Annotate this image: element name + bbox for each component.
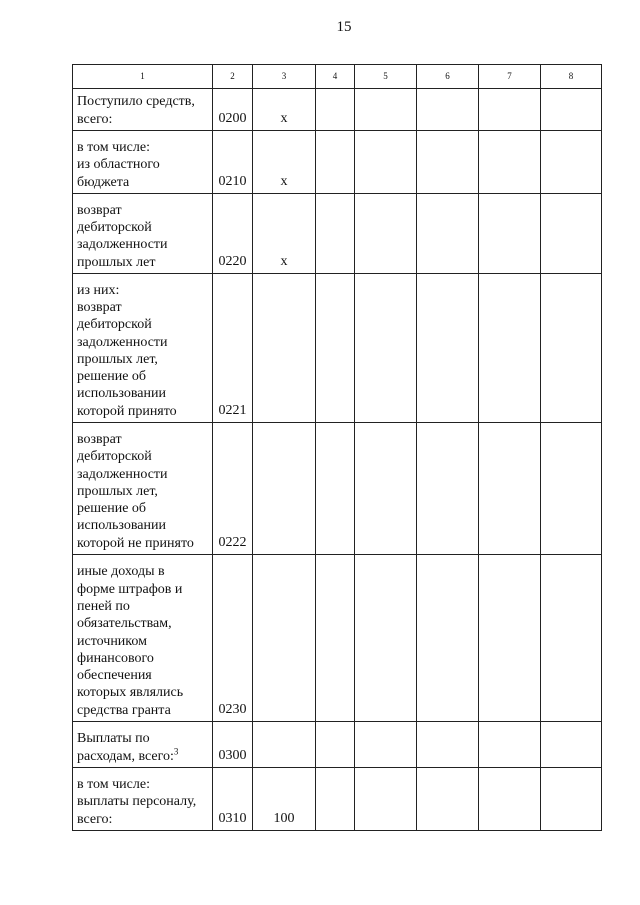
empty-cell (355, 722, 417, 768)
row-label-line: всего: (77, 111, 113, 127)
row-label-line: пеней по (77, 598, 130, 614)
row-label-line: задолженности (77, 237, 168, 253)
row-code: 0230 (213, 555, 253, 722)
row-label-line: которой не принято (77, 535, 194, 551)
row-label-line: возврат (77, 299, 122, 315)
row-code: 0220 (213, 194, 253, 274)
row-label-line: решение об (77, 369, 147, 385)
empty-cell (417, 423, 479, 555)
empty-cell (541, 722, 602, 768)
row-label-line: решение об (77, 501, 147, 517)
row-label-line: прошлых лет, (77, 351, 158, 367)
empty-cell (479, 131, 541, 194)
row-label-line: возврат (77, 431, 122, 447)
empty-cell (316, 89, 355, 131)
empty-cell (417, 555, 479, 722)
footnote-marker: 3 (173, 746, 179, 757)
column-header: 4 (316, 65, 355, 89)
empty-cell (541, 131, 602, 194)
column-header: 5 (355, 65, 417, 89)
column-header: 6 (417, 65, 479, 89)
row-col3-value (253, 555, 316, 722)
empty-cell (541, 423, 602, 555)
row-label (73, 89, 213, 131)
row-label-line: дебиторской (77, 449, 152, 465)
table-row (73, 555, 602, 722)
empty-cell (355, 555, 417, 722)
row-label-line: обязательствам, (77, 616, 172, 632)
row-label-line: расходам, всего: (77, 748, 174, 764)
row-label-line: которой принято (77, 403, 177, 419)
row-label-line: всего: (77, 811, 113, 827)
row-label (73, 555, 213, 722)
row-col3-value: x (253, 131, 316, 194)
table-row (73, 722, 602, 768)
row-label-line: Поступило средств, (77, 94, 195, 110)
row-label (73, 274, 213, 423)
empty-cell (417, 722, 479, 768)
row-label (73, 722, 213, 768)
row-col3-value: x (253, 89, 316, 131)
empty-cell (316, 423, 355, 555)
row-label-line: задолженности (77, 334, 168, 350)
table-row (73, 89, 602, 131)
empty-cell (479, 722, 541, 768)
row-col3-value (253, 274, 316, 423)
row-label-line: использовании (77, 518, 166, 534)
row-label-line: дебиторской (77, 220, 152, 236)
row-label (73, 131, 213, 194)
row-code: 0221 (213, 274, 253, 423)
column-header: 3 (253, 65, 316, 89)
row-label-line: прошлых лет, (77, 483, 158, 499)
empty-cell (541, 274, 602, 423)
row-label-line: в том числе: (77, 777, 150, 793)
row-label (73, 768, 213, 831)
column-header: 8 (541, 65, 602, 89)
empty-cell (316, 274, 355, 423)
row-label-line: в том числе: (77, 140, 150, 156)
empty-cell (417, 274, 479, 423)
table-row (73, 423, 602, 555)
row-label-line: задолженности (77, 466, 168, 482)
row-label-line: которых являлись (77, 685, 184, 701)
empty-cell (355, 194, 417, 274)
empty-cell (541, 555, 602, 722)
row-col3-value: 100 (253, 768, 316, 831)
table-row (73, 194, 602, 274)
empty-cell (541, 194, 602, 274)
row-col3-value: x (253, 194, 316, 274)
empty-cell (316, 768, 355, 831)
table-header-row (73, 65, 602, 89)
row-label-line: из областного (77, 157, 160, 173)
column-header: 1 (73, 65, 213, 89)
table-row (73, 768, 602, 831)
row-label-line: бюджета (77, 174, 130, 190)
page-number: 15 (336, 19, 352, 35)
row-label-line: форме штрафов и (77, 581, 183, 597)
column-header: 7 (479, 65, 541, 89)
empty-cell (417, 131, 479, 194)
row-label-line: финансового (77, 650, 154, 666)
report-table (72, 64, 602, 831)
empty-cell (316, 131, 355, 194)
empty-cell (479, 274, 541, 423)
empty-cell (479, 423, 541, 555)
row-label-line: прошлых лет (77, 254, 156, 270)
row-col3-value (253, 423, 316, 555)
row-code: 0300 (213, 722, 253, 768)
empty-cell (479, 194, 541, 274)
empty-cell (417, 768, 479, 831)
row-label-line: дебиторской (77, 317, 152, 333)
empty-cell (316, 722, 355, 768)
empty-cell (316, 194, 355, 274)
column-header: 2 (213, 65, 253, 89)
row-label-line: использовании (77, 386, 166, 402)
row-label-line: возврат (77, 202, 122, 218)
row-label-line: иные доходы в (77, 564, 165, 580)
row-col3-value (253, 722, 316, 768)
empty-cell (479, 555, 541, 722)
row-label-line: выплаты персоналу, (77, 794, 197, 810)
empty-cell (417, 89, 479, 131)
row-code: 0310 (213, 768, 253, 831)
empty-cell (355, 423, 417, 555)
empty-cell (479, 768, 541, 831)
row-label-line: Выплаты по (77, 731, 150, 747)
empty-cell (541, 89, 602, 131)
empty-cell (316, 555, 355, 722)
empty-cell (417, 194, 479, 274)
row-label (73, 423, 213, 555)
row-label-line: источником (77, 633, 147, 649)
row-label-line: средства гранта (77, 702, 171, 718)
row-label-line: обеспечения (77, 668, 152, 684)
row-code: 0200 (213, 89, 253, 131)
empty-cell (541, 768, 602, 831)
empty-cell (355, 768, 417, 831)
empty-cell (479, 89, 541, 131)
row-code: 0210 (213, 131, 253, 194)
table-row (73, 131, 602, 194)
table-row (73, 274, 602, 423)
row-code: 0222 (213, 423, 253, 555)
row-label (73, 194, 213, 274)
empty-cell (355, 89, 417, 131)
empty-cell (355, 131, 417, 194)
empty-cell (355, 274, 417, 423)
row-label-line: из них: (77, 282, 120, 298)
